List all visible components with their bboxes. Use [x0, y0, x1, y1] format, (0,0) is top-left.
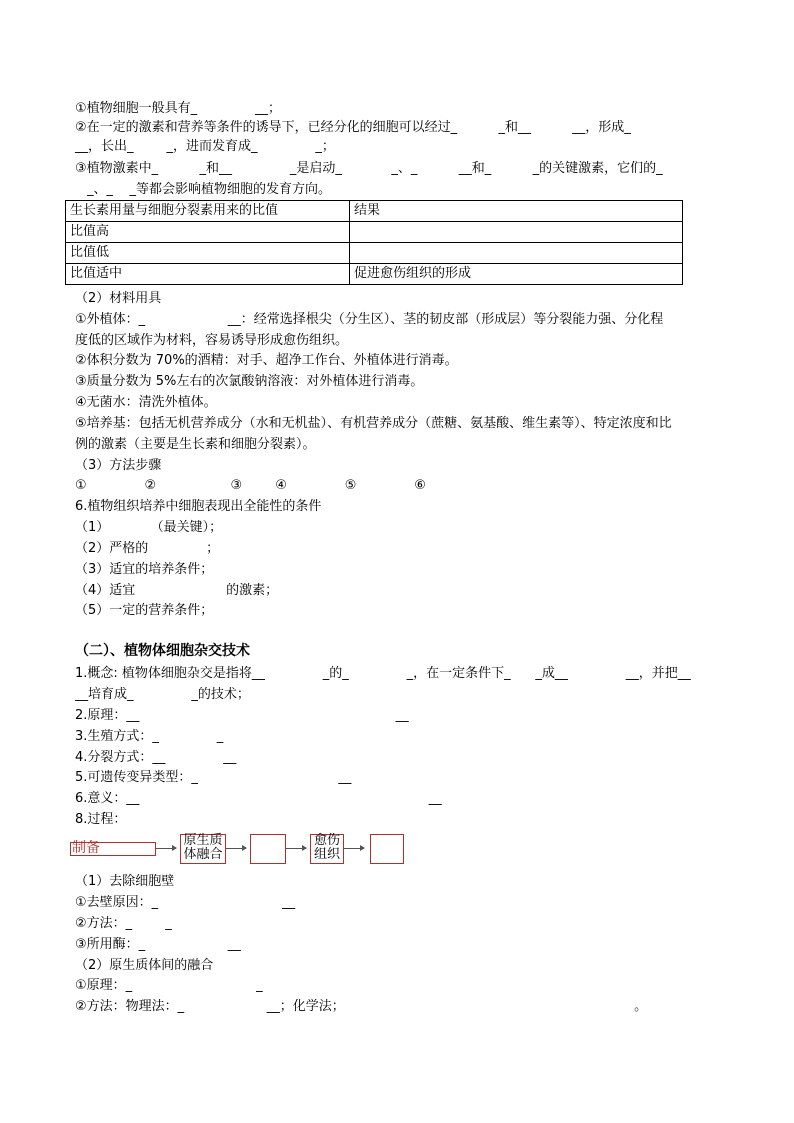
text-line: ①外植体：_ __：经常选择根尖（分生区）、茎的韧皮部（形成层）等分裂能力强、分化程	[75, 312, 664, 327]
text-line: 2.原理：__ __	[75, 708, 409, 723]
text-line: 5.可遗传变异类型：_ __	[75, 770, 352, 785]
text-line: （3）方法步骤	[75, 458, 162, 473]
table-header-cell: 结果	[350, 201, 683, 222]
text-line: ③所用酶：_ __	[75, 937, 241, 952]
table-cell: 比值高	[66, 222, 350, 243]
table-row	[66, 222, 683, 243]
text-line: 4.分裂方式：__ __	[75, 750, 237, 765]
text-line: （2）材料用具	[75, 291, 162, 306]
text-line: 6.植物组织培养中细胞表现出全能性的条件	[75, 499, 322, 514]
text-line: ⑤培养基：包括无机营养成分（水和无机盐）、有机营养成分（蔗糖、氨基酸、维生素等）、特定浓度和比	[75, 416, 672, 431]
text-line: 度低的区域作为材料，容易诱导形成愈伤组织。	[75, 333, 349, 348]
text-line: __培育成_ _的技术；	[75, 687, 250, 702]
text-line: ②在一定的激素和营养等条件的诱导下，已经分化的细胞可以经过_ _和__ __，形成_	[75, 120, 631, 135]
text-line: ①去壁原因：_ __	[75, 895, 296, 910]
table-cell: 比值低	[66, 243, 350, 264]
text-line: （2）原生质体间的融合	[75, 958, 214, 973]
text-line: 3.生殖方式：_ _	[75, 729, 224, 744]
table-row	[66, 243, 683, 264]
table-cell	[350, 243, 683, 264]
flow-box-blank	[370, 834, 404, 864]
hormone-ratio-table	[65, 200, 683, 285]
text-line: 6.意义：__ __	[75, 791, 442, 806]
flow-box-blank	[250, 834, 286, 864]
text-line: ①原理：_ _	[75, 978, 263, 993]
table-row	[66, 264, 683, 285]
table-cell: 促进愈伤组织的形成	[350, 264, 683, 285]
flow-arrow	[286, 848, 306, 849]
text-line: （3）适宜的培养条件；	[75, 562, 214, 577]
text-line: （2）严格的 ；	[75, 541, 220, 556]
flow-label-fusion-2: 体融合	[183, 847, 223, 862]
flow-arrow	[344, 848, 364, 849]
text-line: ①植物细胞一般具有_ __；	[75, 101, 282, 116]
table-header-row	[66, 201, 683, 222]
flow-arrow	[226, 848, 246, 849]
text-line: 例的激素（主要是生长素和细胞分裂素）。	[75, 437, 316, 452]
text-line: （5）一定的营养条件；	[75, 603, 214, 618]
table-cell	[350, 222, 683, 243]
text-line: ②体积分数为 70%的酒精：对手、超净工作台、外植体进行消毒。	[75, 353, 458, 368]
text-line: 1.概念: 植物体细胞杂交是指将__ _的_ _，在一定条件下_ _成__ __，并把__	[75, 666, 691, 681]
text-line: （1）去除细胞壁	[75, 874, 175, 889]
flow-label-prepare: 制备	[72, 840, 100, 856]
text-line: ②方法：物理法：_ __；化学法； 。	[75, 999, 648, 1014]
text-line: ④无菌水：清洗外植体。	[75, 395, 217, 410]
text-line: ③质量分数为 5%左右的次氯酸钠溶液：对外植体进行消毒。	[75, 374, 424, 389]
flow-arrow	[156, 848, 176, 849]
text-line: ① ② ③ ④ ⑤ ⑥	[75, 478, 426, 493]
text-line: ②方法：_ _	[75, 916, 172, 931]
flow-label-fusion-1: 原生质	[183, 833, 223, 848]
text-line: （4）适宜 的激素；	[75, 583, 279, 598]
table-header-cell: 生长素用量与细胞分裂素用来的比值	[66, 201, 350, 222]
table-cell: 比值适中	[66, 264, 350, 285]
text-line: （1） （最关键）；	[75, 520, 223, 535]
text-line: _、_ _等都会影响植物细胞的发育方向。	[87, 182, 332, 197]
text-line: 8.过程：	[75, 812, 127, 827]
text-line: ③植物激素中_ _和__ _是启动_ _、_ __和_ _的关键激素，它们的_	[75, 161, 663, 176]
flow-label-callus-1: 愈伤	[313, 833, 340, 848]
flow-label-callus-2: 组织	[313, 847, 340, 862]
text-line: __，长出_ _，进而发育成_ _；	[75, 139, 335, 154]
process-flow-diagram	[70, 834, 410, 864]
section-heading: （二）、植物体细胞杂交技术	[75, 643, 250, 659]
